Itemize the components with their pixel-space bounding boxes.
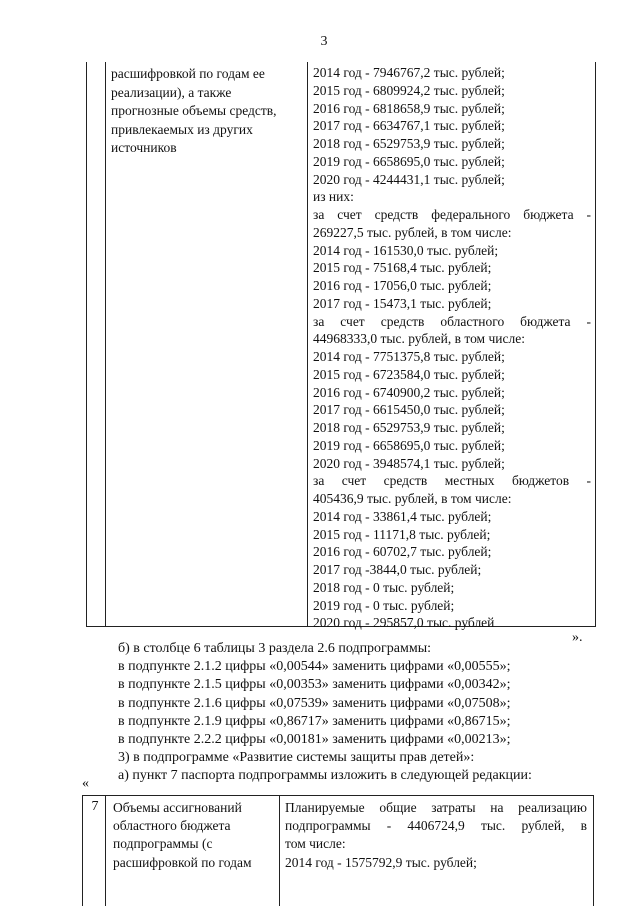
text-line: 2018 год - 0 тыс. рублей; [313, 579, 455, 595]
text-line: 2016 год - 60702,7 тыс. рублей; [313, 544, 492, 560]
column-divider [105, 62, 106, 626]
text-line: 2014 год - 33861,4 тыс. рублей; [313, 508, 492, 524]
text-line: 2014 год - 1575792,9 тыс. рублей; [285, 854, 477, 870]
text-line: привлекаемых из других [111, 121, 253, 137]
text-line: подпрограммы - 4406724,9 тыс. рублей, в [285, 818, 587, 834]
text-line: 2019 год - 6658695,0 тыс. рублей; [313, 437, 505, 453]
text-line: 2018 год - 6529753,9 тыс. рублей; [313, 136, 505, 151]
column-divider [279, 796, 280, 906]
text-line: 2017 год -3844,0 тыс. рублей; [313, 562, 482, 577]
text-line: 2016 год - 6818658,9 тыс. рублей; [313, 100, 505, 116]
funding-description-cell [111, 65, 301, 158]
text-line: 2020 год - 4244431,1 тыс. рублей; [313, 171, 505, 187]
column-divider [307, 62, 308, 626]
row-number: 7 [91, 799, 99, 814]
text-line: за счет средств местных бюджетов - [313, 473, 591, 489]
text-line: источников [111, 140, 177, 156]
text-line: реализации), а также [111, 84, 232, 100]
text-line: б) в столбце 6 таблицы 3 раздела 2.6 подпрограммы: [118, 641, 432, 656]
funding-table [86, 62, 596, 631]
text-line: 2014 год - 7751375,8 тыс. рублей; [313, 349, 505, 364]
text-line: в подпункте 2.1.5 цифры «0,00353» заменить цифрами «0,00342»; [118, 677, 511, 693]
text-line: в подпункте 2.1.2 цифры «0,00544» заменить цифрами «0,00555»; [118, 659, 511, 675]
text-line: расшифровкой по годам [113, 854, 252, 870]
opening-quote: « [82, 776, 89, 791]
passport-item-value-cell [285, 799, 587, 872]
text-line: 2017 год - 15473,1 тыс. рублей; [313, 295, 492, 311]
text-line: за счет средств областного бюджета - [313, 313, 591, 329]
text-line: областного бюджета [113, 818, 231, 834]
text-line: в подпункте 2.1.6 цифры «0,07539» заменить цифрами «0,07508»; [118, 695, 511, 711]
text-line: 2015 год - 6723584,0 тыс. рублей; [313, 366, 505, 382]
text-line: 2016 год - 6740900,2 тыс. рублей; [313, 384, 505, 400]
text-line: 2017 год - 6615450,0 тыс. рублей; [313, 402, 505, 418]
text-line: 2015 год - 75168,4 тыс. рублей; [313, 260, 492, 276]
text-line: 3) в подпрограмме «Развитие системы защиты прав детей»: [118, 750, 475, 766]
amendment-text [118, 640, 588, 786]
text-line: 2014 год - 7946767,2 тыс. рублей; [313, 65, 505, 80]
text-line: 44968333,0 тыс. рублей, в том числе: [313, 331, 525, 347]
passport-table [82, 795, 594, 906]
text-line: а) пункт 7 паспорта подпрограммы изложить в следующей редакции: [118, 768, 532, 784]
text-line: Объемы ассигнований [113, 800, 242, 815]
text-line: 2014 год - 161530,0 тыс. рублей; [313, 242, 499, 258]
text-line: 2018 год - 6529753,9 тыс. рублей; [313, 420, 505, 435]
text-line: 269227,5 тыс. рублей, в том числе: [313, 224, 512, 240]
text-line: расшифровкой по годам ее [111, 66, 265, 81]
text-line: подпрограммы (с [113, 836, 213, 852]
page-number: 3 [320, 34, 328, 49]
text-line: Планируемые общие затраты на реализацию [285, 800, 587, 815]
closing-quote: ». [572, 630, 583, 645]
text-line: 2015 год - 11171,8 тыс. рублей; [313, 526, 491, 542]
text-line: за счет средств федерального бюджета - [313, 207, 591, 222]
text-line: 2015 год - 6809924,2 тыс. рублей; [313, 82, 505, 98]
column-divider [105, 796, 106, 906]
text-line: в подпункте 2.2.2 цифры «0,00181» заменить цифрами «0,00213»; [118, 732, 511, 748]
funding-values-cell [313, 64, 591, 632]
text-line: из них: [313, 189, 354, 205]
text-line: прогнозные объемы средств, [111, 103, 277, 119]
text-line: в подпункте 2.1.9 цифры «0,86717» заменить цифрами «0,86715»; [118, 713, 511, 729]
text-line: 2016 год - 17056,0 тыс. рублей; [313, 278, 492, 293]
text-line: 2020 год - 3948574,1 тыс. рублей; [313, 455, 505, 471]
text-line: том числе: [285, 836, 346, 852]
text-line: 405436,9 тыс. рублей, в том числе: [313, 491, 512, 506]
text-line: 2019 год - 0 тыс. рублей; [313, 597, 455, 613]
text-line: 2019 год - 6658695,0 тыс. рублей; [313, 153, 505, 169]
passport-item-name-cell [113, 799, 275, 872]
text-line: 2017 год - 6634767,1 тыс. рублей; [313, 118, 505, 134]
text-line: 2020 год - 295857,0 тыс. рублей [313, 615, 495, 631]
